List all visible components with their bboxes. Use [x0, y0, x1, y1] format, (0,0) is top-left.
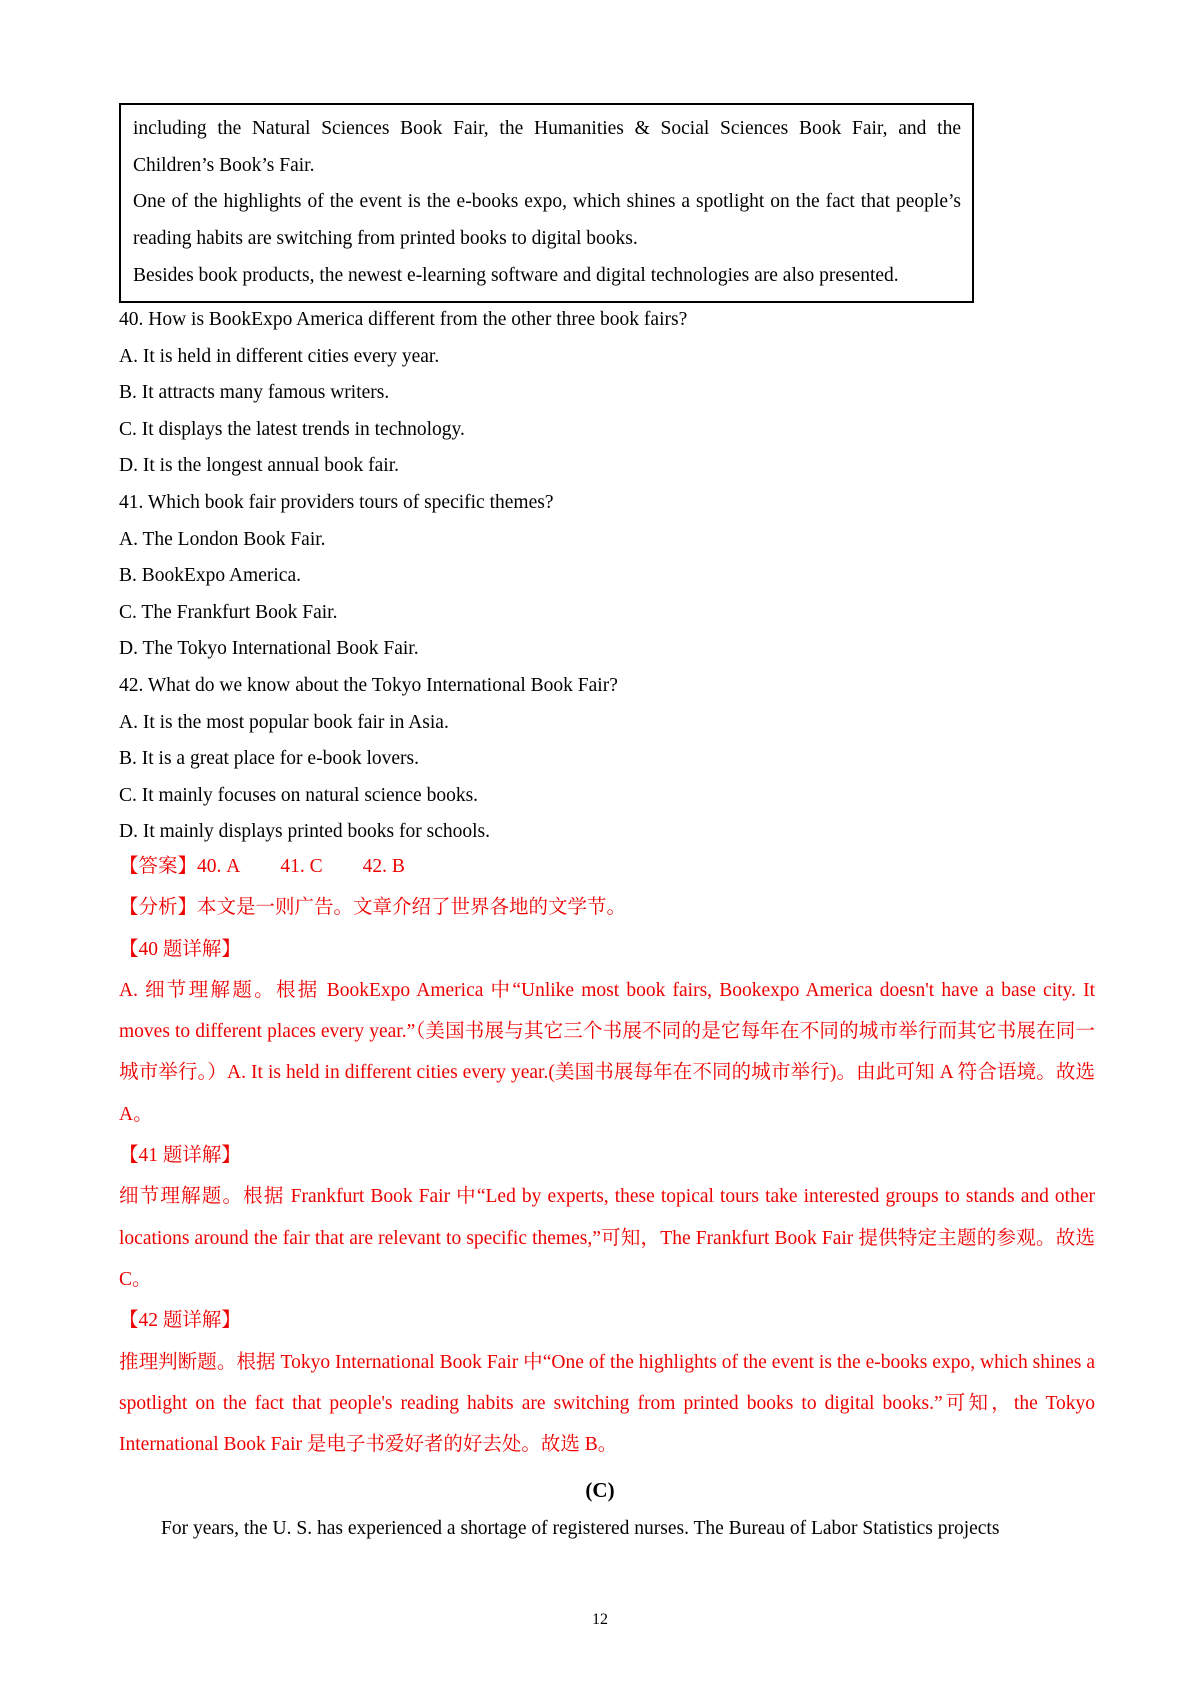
- question-41-option-d: D. The Tokyo International Book Fair.: [119, 638, 419, 660]
- passage-line: Besides book products, the newest e-learning software and digital technologies are also presented.: [133, 264, 899, 286]
- question-41-option-c: C. The Frankfurt Book Fair.: [119, 601, 338, 623]
- question-42-option-a: A. It is the most popular book fair in Asia.: [119, 711, 449, 733]
- passage-c-first-line: For years, the U. S. has experienced a shortage of registered nurses. The Bureau of Labor Statistics projects: [161, 1518, 1000, 1539]
- q41-explanation: 细节理解题。根据 Frankfurt Book Fair 中“Led by experts, these topical tours take interested groups to stands and other locations around the fair that are relevant to specific themes,”可知，The Frankfurt Book Fair 提供特定主题的参观。故选 C。: [119, 1186, 1095, 1290]
- answer-analysis: [119, 846, 1095, 1465]
- question-42-option-b: B. It is a great place for e-book lovers.: [119, 748, 419, 770]
- question-40-option-d: D. It is the longest annual book fair.: [119, 455, 399, 477]
- q42-explanation: 推理判断题。根据 Tokyo International Book Fair 中“One of the highlights of the event is the e-books expo, which shines a spotlight on the fact that people's reading habits are switching from printed books to digital books.”可知，the Tokyo International Book Fair 是电子书爱好者的好去处。故选 B。: [119, 1351, 1095, 1456]
- answer-key: [119, 846, 1095, 887]
- passage-excerpt-box: [119, 103, 974, 303]
- q42-explanation-heading: 【42 题详解】: [119, 1310, 241, 1332]
- question-40-option-a: A. It is held in different cities every year.: [119, 345, 440, 367]
- question-41-option-b: B. BookExpo America.: [119, 565, 301, 587]
- section-heading: (C): [585, 1478, 615, 1502]
- passage-line: One of the highlights of the event is the e-books expo, which shines a spotlight on the fact that people’s reading habits are switching from printed books to digital books.: [133, 191, 961, 250]
- page-number: 12: [592, 1611, 608, 1628]
- question-stem-41: 41. Which book fair providers tours of specific themes?: [119, 491, 554, 513]
- question-42-option-c: C. It mainly focuses on natural science books.: [119, 784, 479, 806]
- answer-41: 41. C: [280, 856, 323, 877]
- question-41-option-a: A. The London Book Fair.: [119, 528, 326, 550]
- question-stem-42: 42. What do we know about the Tokyo International Book Fair?: [119, 674, 618, 696]
- question-40-option-b: B. It attracts many famous writers.: [119, 382, 390, 404]
- question-42-option-d: D. It mainly displays printed books for schools.: [119, 821, 491, 843]
- passage-line: including the Natural Sciences Book Fair, the Humanities & Social Sciences Book Fair, and the Children’s Book’s Fair.: [133, 118, 961, 176]
- answer-42: 42. B: [362, 856, 405, 877]
- answer-40: 【答案】40. A: [119, 856, 241, 877]
- question-stem-40: 40. How is BookExpo America different from the other three book fairs?: [119, 309, 688, 330]
- question-40-option-c: C. It displays the latest trends in technology.: [119, 418, 465, 440]
- q40-explanation-heading: 【40 题详解】: [119, 938, 241, 960]
- q41-explanation-heading: 【41 题详解】: [119, 1145, 241, 1167]
- q40-explanation: A. 细节理解题。根据 BookExpo America 中“Unlike most book fairs, Bookexpo America doesn't have a base city. It moves to different places every year.”（美国书展与其它三个书展不同的是它每年在不同的城市举行而其它书展在同一城市举行。）A. It is held in different cities every year.(美国书展每年在不同的城市举行)。由此可知 A 符合语境。故选 A。: [119, 979, 1095, 1125]
- question-list: [119, 302, 1099, 851]
- analysis-summary: 【分析】本文是一则广告。文章介绍了世界各地的文学节。: [119, 897, 627, 919]
